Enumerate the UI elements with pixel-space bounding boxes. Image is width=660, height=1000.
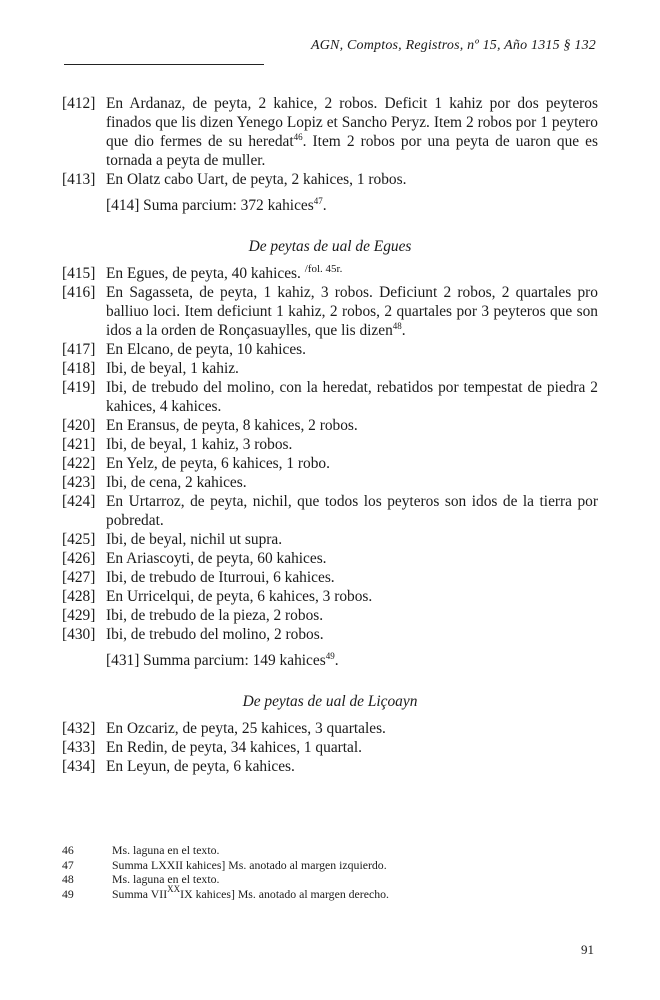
- entry-number: [413]: [62, 171, 96, 188]
- entry-number: [432]: [62, 720, 96, 737]
- partial-sum-431: [62, 651, 598, 670]
- entry-text: En Ariascoyti, de peyta, 60 kahices.: [106, 550, 327, 567]
- entry-row: [62, 378, 598, 416]
- entry-text: En Redin, de peyta, 34 kahices, 1 quartal.: [106, 739, 363, 756]
- entry-number: [434]: [62, 758, 96, 775]
- entry-number: [412]: [62, 95, 96, 112]
- entry-row: [62, 549, 598, 568]
- page-number: 91: [581, 942, 594, 957]
- entry-number: [433]: [62, 739, 96, 756]
- entry-number: [428]: [62, 588, 96, 605]
- entry-number: [420]: [62, 417, 96, 434]
- entry-number: [417]: [62, 341, 96, 358]
- sum-after: .: [334, 652, 339, 669]
- entry-number: [427]: [62, 569, 96, 586]
- sum-text: [414] Suma parcium: 372 kahices: [106, 197, 314, 214]
- footnote-text: Summa LXXII kahices] Ms. anotado al margen izquierdo.: [112, 857, 387, 872]
- entry-row: [62, 435, 598, 454]
- footnote-ref: 46: [293, 132, 303, 142]
- entry-number: [429]: [62, 607, 96, 624]
- entry-list-c: [62, 719, 598, 776]
- entry-text: En Urricelqui, de peyta, 6 kahices, 3 robos.: [106, 588, 373, 605]
- entry-text: En Leyun, de peyta, 6 kahices.: [106, 758, 295, 775]
- entry-number: [416]: [62, 284, 96, 301]
- sum-after: .: [322, 197, 327, 214]
- entry-row: [62, 94, 598, 170]
- footnote-ref: 49: [325, 651, 335, 661]
- footnote: [62, 872, 598, 887]
- entry-row: [62, 283, 598, 340]
- entry-number: [421]: [62, 436, 96, 453]
- entry-number: [419]: [62, 379, 96, 396]
- entry-list-a: [62, 94, 598, 189]
- entry-text: Ibi, de trebudo del molino, con la heredat, rebatidos por tempestat de piedra 2 kahices, 4 kahices.: [106, 379, 598, 415]
- folio-marker: /fol. 45r.: [304, 263, 343, 275]
- entry-text: Ibi, de cena, 2 kahices.: [106, 474, 247, 491]
- entry-number: [418]: [62, 360, 96, 377]
- entry-row: [62, 606, 598, 625]
- entry-number: [422]: [62, 455, 96, 472]
- footnote-number: 47: [62, 857, 74, 872]
- entry-row: [62, 530, 598, 549]
- entry-text: En Yelz, de peyta, 6 kahices, 1 robo.: [106, 455, 330, 472]
- footnote-ref: 48: [392, 321, 402, 331]
- entry-text: Ibi, de trebudo de la pieza, 2 robos.: [106, 607, 324, 624]
- entry-row: [62, 416, 598, 435]
- entry-row: [62, 492, 598, 530]
- entry-row: [62, 738, 598, 757]
- footnote: [62, 883, 598, 902]
- entry-text: En Olatz cabo Uart, de peyta, 2 kahices, 1 robos.: [106, 171, 407, 188]
- document-body: [62, 94, 598, 776]
- footnote-number: 49: [62, 886, 74, 901]
- entry-row: [62, 757, 598, 776]
- sum-text: [431] Summa parcium: 149 kahices: [106, 652, 326, 669]
- entry-text: Ibi, de trebudo del molino, 2 robos.: [106, 626, 324, 643]
- entry-row: [62, 359, 598, 378]
- footnote-number: 48: [62, 872, 74, 886]
- entry-row: [62, 625, 598, 644]
- footnotes: [62, 843, 598, 901]
- entry-text: En Ozcariz, de peyta, 25 kahices, 3 quartales.: [106, 720, 386, 737]
- entry-text: Ibi, de beyal, nichil ut supra.: [106, 531, 283, 548]
- entry-text: En Urtarroz, de peyta, nichil, que todos los peyteros son idos de la tierra por pobredat.: [106, 493, 598, 529]
- footnote: [62, 843, 598, 858]
- entry-text: Ibi, de trebudo de Iturroui, 6 kahices.: [106, 569, 335, 586]
- section-title-licoayn: De peytas de ual de Liçoayn: [242, 693, 418, 710]
- running-header: AGN, Comptos, Registros, nº 15, Año 1315 § 132: [311, 38, 596, 53]
- partial-sum-414: [62, 196, 598, 215]
- entry-text: En Eransus, de peyta, 8 kahices, 2 robos.: [106, 417, 358, 434]
- entry-row: [62, 719, 598, 738]
- entry-row: [62, 587, 598, 606]
- footnote-superscript: XX: [167, 883, 181, 894]
- entry-row: [62, 340, 598, 359]
- entry-row: [62, 170, 598, 189]
- entry-number: [415]: [62, 265, 96, 282]
- entry-text: Ibi, de beyal, 1 kahiz, 3 robos.: [106, 436, 293, 453]
- entry-text: Ibi, de beyal, 1 kahiz.: [106, 360, 239, 377]
- entry-row: [62, 473, 598, 492]
- footnote: [62, 858, 598, 873]
- footnote-text: Ms. laguna en el texto.: [112, 843, 220, 857]
- entry-text: En Elcano, de peyta, 10 kahices.: [106, 341, 307, 358]
- entry-number: [423]: [62, 474, 96, 491]
- footnote-text: Ms. laguna en el texto.: [112, 872, 220, 886]
- footnote-ref: 47: [313, 196, 323, 206]
- entry-text: En Egues, de peyta, 40 kahices. $^{/fol. 45r.}$: [106, 263, 343, 282]
- entry-number: [430]: [62, 626, 96, 643]
- entry-number: [426]: [62, 550, 96, 567]
- entry-list-b: [62, 264, 598, 644]
- section-title-egues: De peytas de ual de Egues: [248, 238, 412, 255]
- footnote-number: 46: [62, 843, 74, 857]
- entry-text: En Ardanaz, de peyta, 2 kahice, 2 robos. Deficit 1 kahiz por dos peyteros finados que lis dizen Yenego Lopiz et Sancho Peryz. Item 2 robos por 1 peytero que dio fermes de su heredat$^{46}$. Item 2 robos por una peyta de uaron que es tornada a peyta de muller.: [106, 95, 599, 169]
- entry-number: [425]: [62, 531, 96, 548]
- header-rule: [64, 64, 264, 65]
- entry-row: [62, 568, 598, 587]
- entry-row: [62, 454, 598, 473]
- entry-number: [424]: [62, 493, 96, 510]
- entry-text: En Sagasseta, de peyta, 1 kahiz, 3 robos. Deficiunt 2 robos, 2 quartales pro balliuo loci. Item deficiunt 1 kahiz, 2 robos, 2 quartales por 3 peyteros que son idos a la orden de Ronçasuaylles, que lis dizen$^{48}$.: [106, 284, 598, 339]
- entry-row: [62, 264, 598, 283]
- footnote-text: Summa $VII^{XX}IX$ kahices] Ms. anotado al margen derecho.: [112, 883, 389, 901]
